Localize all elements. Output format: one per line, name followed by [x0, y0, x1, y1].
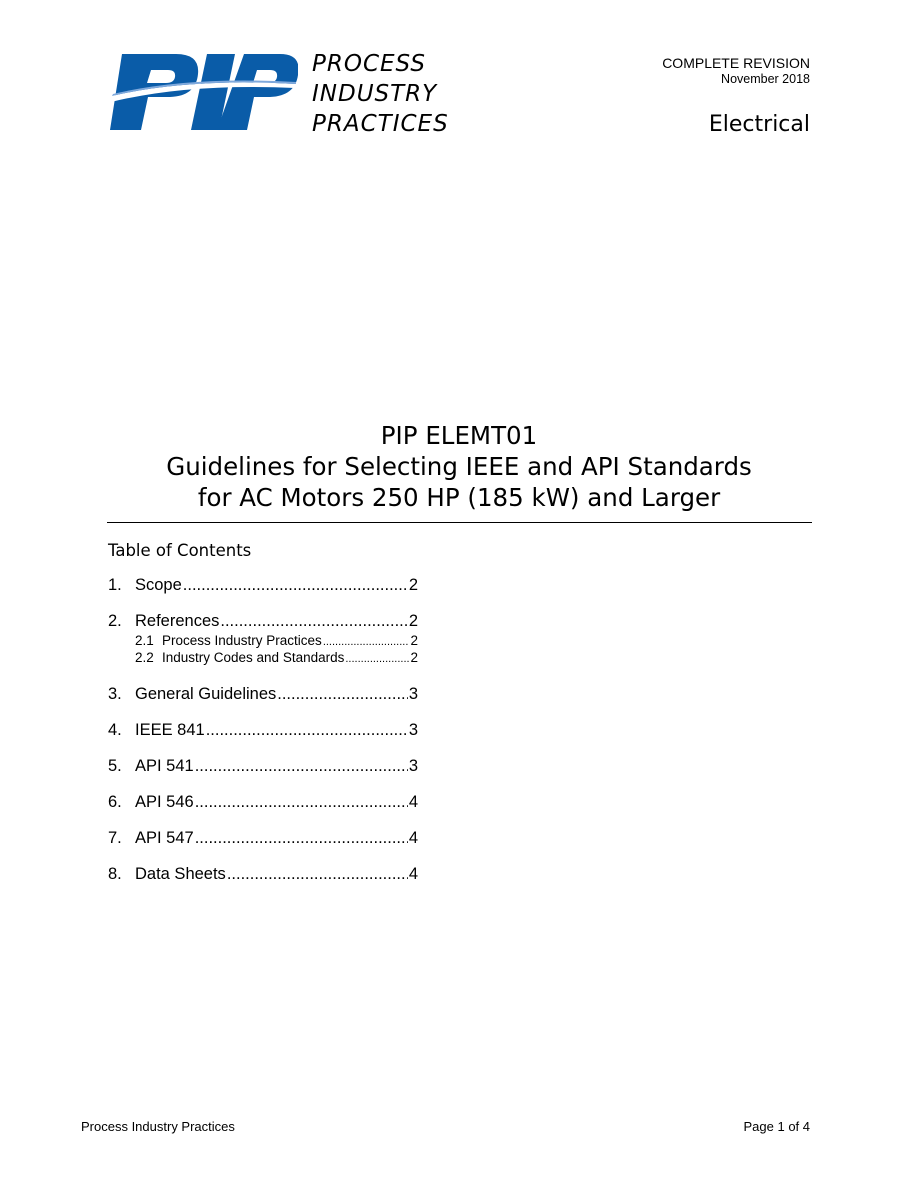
toc-entry-page: 4 — [408, 829, 418, 847]
toc-subentry-number: 2.2 — [135, 650, 154, 665]
toc-entry[interactable] — [108, 719, 418, 741]
org-name-line: PROCESS — [312, 51, 426, 77]
footer-org: Process Industry Practices — [81, 1119, 235, 1134]
org-name-line: PRACTICES — [312, 111, 449, 137]
toc-leader — [220, 610, 407, 632]
toc-leader — [345, 649, 409, 668]
toc-entry-title: Data Sheets — [135, 865, 226, 883]
toc-entry-number: 8. — [108, 865, 122, 883]
toc-leader — [195, 827, 408, 849]
revision-date: November 2018 — [721, 72, 810, 86]
document-title — [0, 420, 918, 513]
toc-entry[interactable] — [108, 574, 418, 596]
toc-subentries — [108, 632, 418, 666]
toc-subentry-title: Industry Codes and Standards — [162, 650, 345, 665]
page-number: Page 1 of 4 — [743, 1119, 810, 1134]
toc-subentry-page: 2 — [410, 650, 418, 665]
toc-entry-number: 6. — [108, 793, 122, 811]
toc-leader — [206, 719, 408, 741]
toc-entry-page: 4 — [408, 793, 418, 811]
revision-block — [662, 55, 810, 87]
toc-subentry-title: Process Industry Practices — [162, 633, 322, 648]
toc-entry-number: 3. — [108, 685, 122, 703]
toc-entry-page: 3 — [408, 757, 418, 775]
org-name — [312, 49, 449, 139]
toc-entry-page: 2 — [408, 576, 418, 594]
toc-entry-number: 7. — [108, 829, 122, 847]
toc-entry[interactable] — [108, 610, 418, 632]
org-name-line: INDUSTRY — [312, 81, 438, 107]
toc-entry[interactable] — [108, 791, 418, 813]
toc-entry-number: 1. — [108, 576, 122, 594]
document-title-line: for AC Motors 250 HP (185 kW) and Larger — [197, 483, 721, 512]
toc-entry[interactable] — [108, 683, 418, 705]
toc-entry-title: API 541 — [135, 757, 194, 775]
toc-entry[interactable] — [108, 863, 418, 885]
toc-subentry[interactable] — [135, 632, 418, 649]
toc-subentry-page: 2 — [410, 633, 418, 648]
discipline-label: Electrical — [708, 112, 810, 137]
toc-entry-title: References — [135, 612, 220, 630]
pip-logo — [108, 50, 298, 134]
toc-heading: Table of Contents — [108, 541, 252, 560]
toc-entry-title: API 546 — [135, 793, 194, 811]
toc-entry-title: API 547 — [135, 829, 194, 847]
toc-entry-number: 4. — [108, 721, 122, 739]
toc-leader — [227, 863, 408, 885]
toc-leader — [277, 683, 408, 705]
toc-subentry[interactable] — [135, 649, 418, 666]
toc-entry-page: 2 — [408, 612, 418, 630]
title-divider — [107, 522, 812, 523]
document-number: PIP ELEMT01 — [380, 421, 538, 450]
table-of-contents — [108, 574, 418, 899]
toc-leader — [195, 755, 408, 777]
toc-leader — [183, 574, 408, 596]
document-title-line: Guidelines for Selecting IEEE and API Standards — [166, 452, 752, 481]
toc-entry[interactable] — [108, 827, 418, 849]
toc-subentry-number: 2.1 — [135, 633, 154, 648]
toc-entry-page: 3 — [408, 685, 418, 703]
toc-entry-page: 4 — [408, 865, 418, 883]
toc-entry-title: Scope — [135, 576, 182, 594]
toc-entry-number: 2. — [108, 612, 122, 630]
toc-entry-title: General Guidelines — [135, 685, 277, 703]
toc-entry-page: 3 — [408, 721, 418, 739]
toc-entry-number: 5. — [108, 757, 122, 775]
toc-entry[interactable] — [108, 755, 418, 777]
revision-status: COMPLETE REVISION — [662, 55, 810, 71]
toc-leader — [195, 791, 408, 813]
toc-entry-title: IEEE 841 — [135, 721, 205, 739]
